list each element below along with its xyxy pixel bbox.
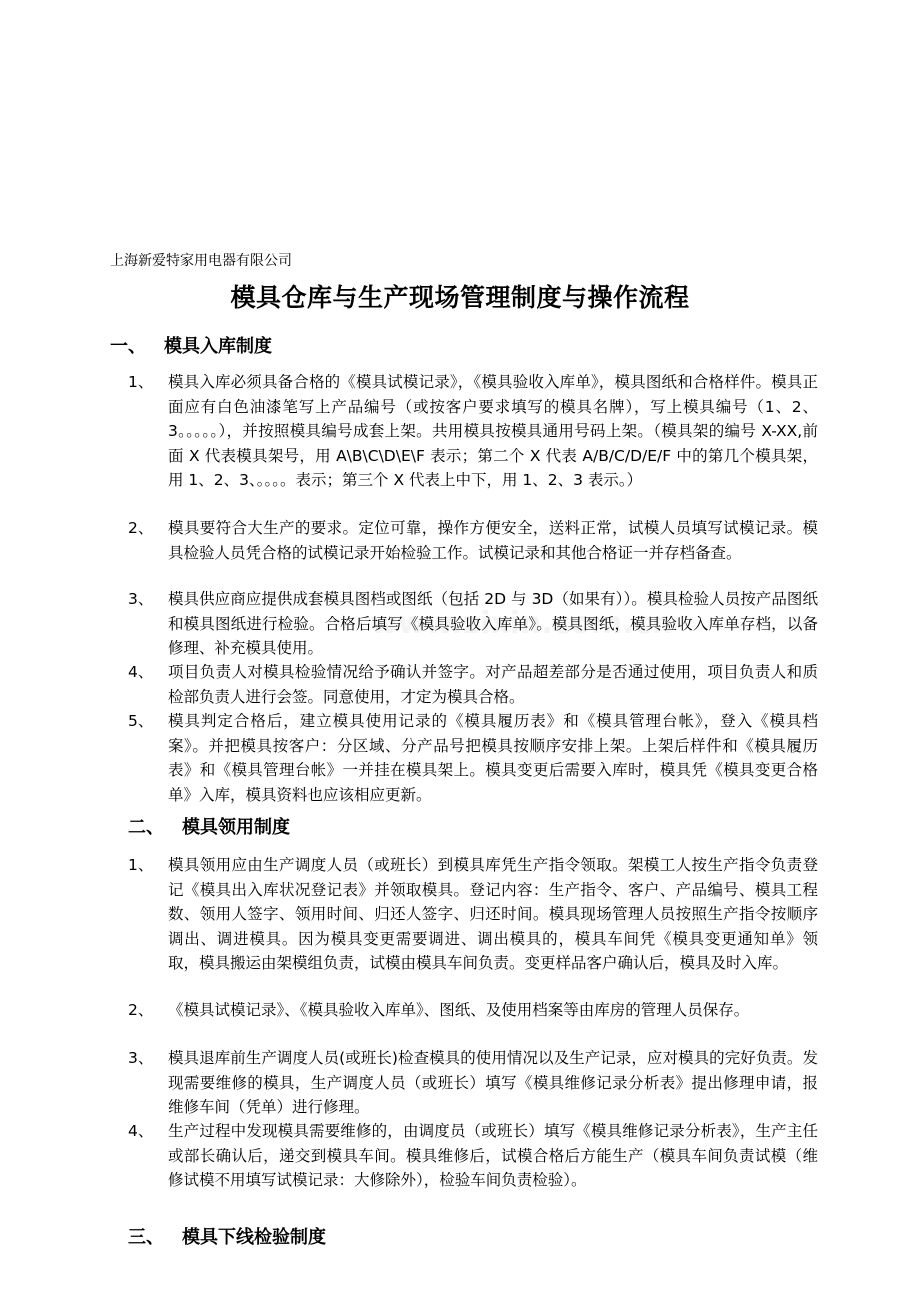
item-number: 4、 xyxy=(128,663,154,681)
item-number: 3、 xyxy=(128,590,154,608)
item-text: 模具供应商应提供成套模具图档或图纸（包括 2D 与 3D（如果有））。模具检验人员按产品图纸和模具图纸进行检验。合格后填写《模具验收入库单》。模具图纸，模具验收入库单存档，以备修理、补充模具使用。 xyxy=(168,590,818,657)
item-text: 模具判定合格后，建立模具使用记录的《模具履历表》和《模具管理台帐》，登入《模具档案》。并把模具按客户：分区域、分产品号把模具按顺序安排上架。上架后样件和《模具履历表》和《模具管理台帐》一并挂在模具架上。模具变更后需要入库时，模具凭《模具变更合格单》入库，模具资料也应该相应更新。 xyxy=(168,712,818,804)
item-text: 模具领用应由生产调度人员（或班长）到模具库凭生产指令领取。架模工人按生产指令负责登记《模具出入库状况登记表》并领取模具。登记内容：生产指令、客户、产品编号、模具工程数、领用人签字、领用时间、归还人签字、归还时间。模具现场管理人员按照生产指令按顺序调出、调进模具。因为模具变更需要调进、调出模具的，模具车间凭《模具变更通知单》领取，模具搬运由架模组负责，试模由模具车间负责。变更样品客户确认后，模具及时入库。 xyxy=(168,856,818,972)
item-text: 生产过程中发现模具需要维修的，由调度员（或班长）填写《模具维修记录分析表》，生产主任或部长确认后，递交到模具车间。模具维修后，试模合格后方能生产（模具车间负责试模（维修试模不用填写试模记录：大修除外），检验车间负责检验）。 xyxy=(168,1122,818,1189)
item-number: 5、 xyxy=(128,712,154,730)
section-number: 三、 xyxy=(128,1227,164,1248)
section-number: 一、 xyxy=(110,336,146,357)
section-title: 模具入库制度 xyxy=(164,336,272,357)
item-text: 模具要符合大生产的要求。定位可靠，操作方便安全，送料正常，试模人员填写试模记录。模具检验人员凭合格的试模记录开始检验工作。试模记录和其他合格证一并存档备查。 xyxy=(168,519,818,562)
item-number: 2、 xyxy=(128,1001,154,1019)
item-text: 模具退库前生产调度人员(或班长)检查模具的使用情况以及生产记录，应对模具的完好负责。发现需要维修的模具，生产调度人员（或班长）填写《模具维修记录分析表》提出修理申请，报维修车间（凭单）进行修理。 xyxy=(168,1049,818,1116)
section-title: 模具领用制度 xyxy=(182,817,290,838)
section-title: 模具下线检验制度 xyxy=(182,1227,326,1248)
section-number: 二、 xyxy=(128,817,164,838)
item-number: 2、 xyxy=(128,519,154,537)
item-text: 模具入库必须具备合格的《模具试模记录》，《模具验收入库单》，模具图纸和合格样件。模具正面应有白色油漆笔写上产品编号（或按客户要求填写的模具名牌），写上模具编号（1、2、3。。。。。），并按照模具编号成套上架。共用模具按模具通用号码上架。（模具架的编号 X-XX,前面 X 代表模具架号，用 A\B\C\D\E\F 表示；第二个 X 代表 A/B/C/D/E/F 中的第几个模具架，用 1、2、3、。。。。表示；第三个 X 代表上中下，用 1、2、3 表示。） xyxy=(168,373,818,489)
company-name: 上海新爱特家用电器有限公司 xyxy=(110,253,292,269)
document-title: 模具仓库与生产现场管理制度与操作流程 xyxy=(230,283,690,312)
item-text: 《模具试模记录》、《模具验收入库单》、图纸、及使用档案等由库房的管理人员保存。 xyxy=(168,1001,750,1019)
item-number: 1、 xyxy=(128,856,154,874)
item-number: 3、 xyxy=(128,1049,154,1067)
item-text: 项目负责人对模具检验情况给予确认并签字。对产品超差部分是否通过使用，项目负责人和质检部负责人进行会签。同意使用，才定为模具合格。 xyxy=(168,663,818,706)
item-number: 1、 xyxy=(128,373,154,391)
item-number: 4、 xyxy=(128,1122,154,1140)
